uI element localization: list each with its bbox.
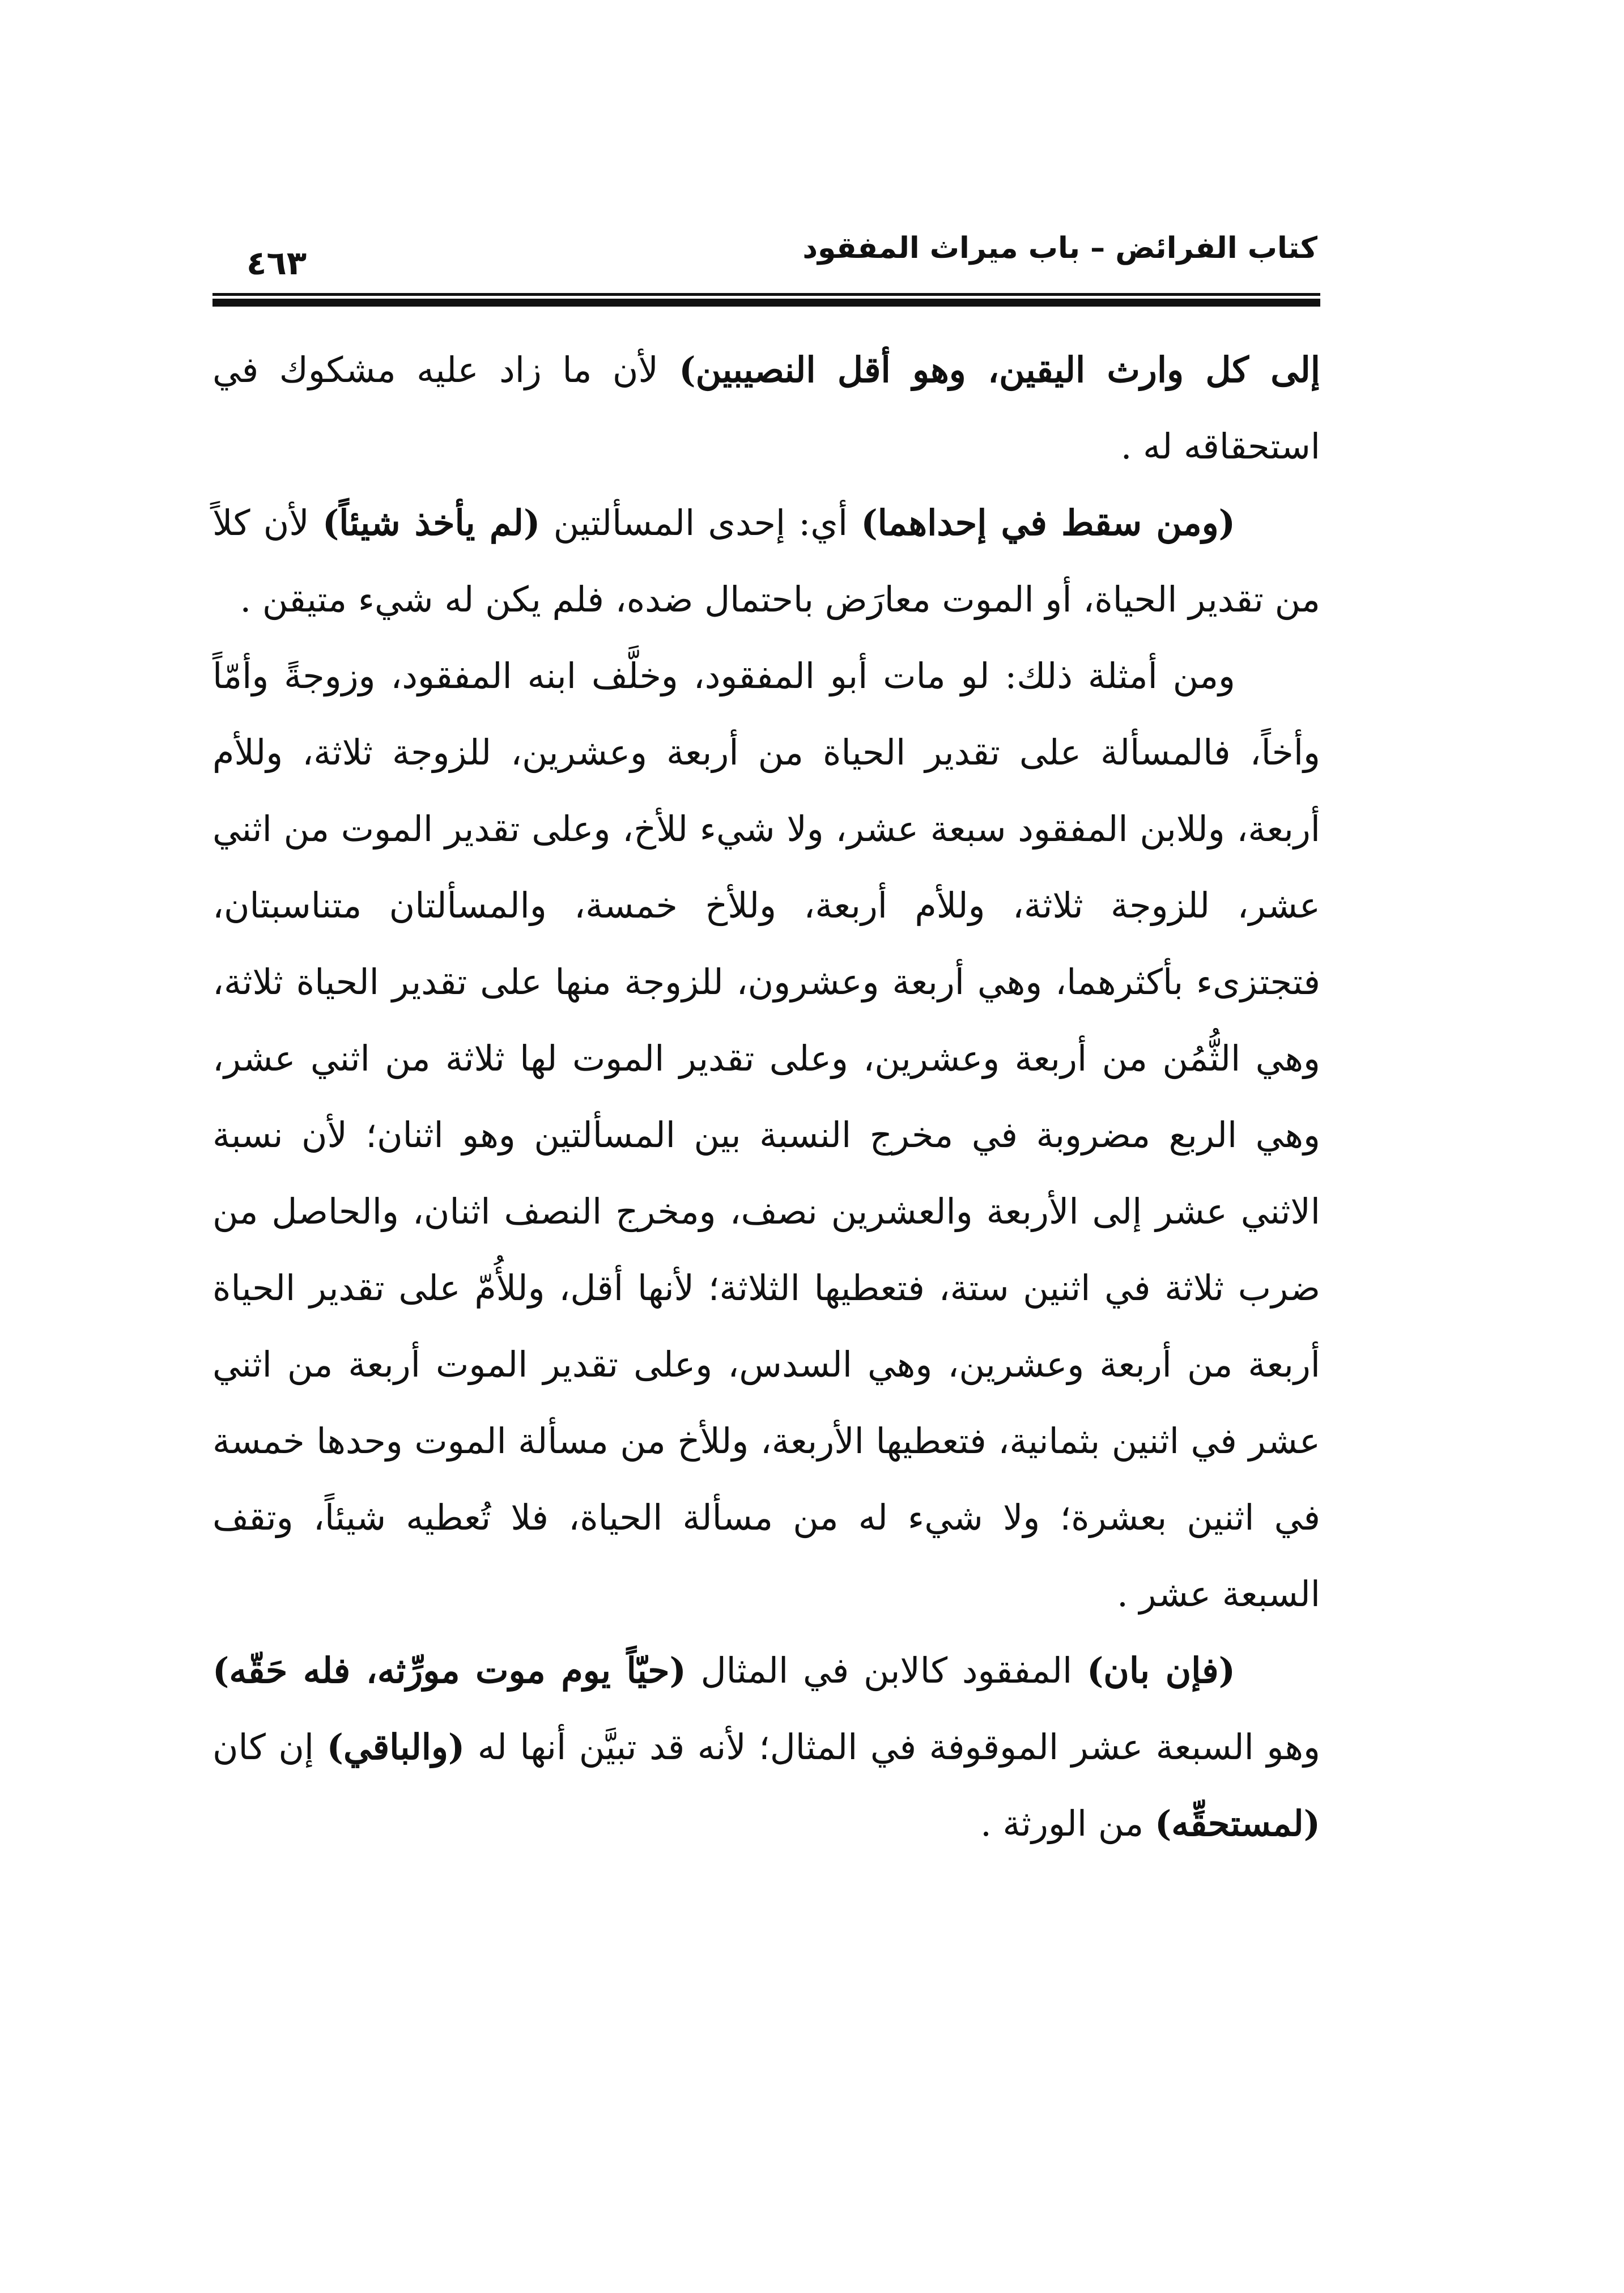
commentary-text: المفقود كالابن في المثال — [686, 1650, 1087, 1691]
matn-text: (حيّاً يوم موت مورِّثه، فله حَقّه) — [212, 1650, 686, 1691]
commentary-text: إن كان — [212, 1726, 327, 1768]
commentary-text: ومن أمثلة ذلك: لو مات أبو المفقود، وخلَّف ابنه المفقود، وزوجةً وأمّاً وأخاً، فالمسألة على تقدير الحياة من أربعة وعشرين، للزوجة ثلاثة، وللأم أربعة، وللابن المفقود سبعة عشر، ولا شيء للأخ، وعلى تقدير الموت من اثني عشر، للزوجة ثلاثة، وللأم أربعة، وللأخ خمسة، والمسألتان متناسبتان، فتجتزىء بأكثرهما، وهي أربعة وعشرون، للزوجة منها على تقدير الحياة ثلاثة، وهي الثُّمُن من أربعة وعشرين، وعلى تقدير الموت لها ثلاثة من اثني عشر، وهي الربع مضروبة في مخرج النسبة بين المسألتين وهو اثنان؛ لأن نسبة الاثني عشر إلى الأربعة والعشرين نصف، ومخرج النصف اثنان، والحاصل من ضرب ثلاثة في اثنين ستة، فتعطيها الثلاثة؛ لأنها أقل، وللأُمّ على تقدير الحياة أربعة من أربعة وعشرين، وهي السدس، وعلى تقدير الموت أربعة من اثني عشر في اثنين بثمانية، فتعطيها الأربعة، وللأخ من مسألة الموت وحدها خمسة في اثنين بعشرة؛ ولا شيء له من مسألة الحياة، فلا تُعطيه شيئاً، وتقف السبعة عشر . — [212, 655, 1320, 1615]
commentary-text: وهو السبعة عشر الموقوفة في المثال؛ لأنه قد تبيَّن أنها له — [465, 1726, 1320, 1768]
commentary-text: أي: إحدى المسألتين — [540, 502, 861, 543]
header-rule-thick — [212, 299, 1320, 307]
commentary-text: من الورثة . — [980, 1803, 1155, 1844]
matn-text: (لمستحقِّه) — [1154, 1803, 1320, 1844]
running-title: كتاب الفرائض – باب ميراث المفقود — [802, 231, 1317, 265]
matn-text: (ومن سقط في إحداهما) — [861, 502, 1235, 543]
paragraph-3 — [212, 638, 1320, 1632]
body-text — [212, 332, 1320, 1862]
matn-text: إلى كل وارث اليقين، وهو أقل النصيبين) — [679, 349, 1320, 390]
matn-text: (فإن بان) — [1086, 1650, 1235, 1691]
page-number: ٤٦٣ — [246, 244, 307, 282]
commentary-text: لأن كلاً من تقدير الحياة، أو الموت معارَض باحتمال ضده، فلم يكن له شيء متيقن . — [212, 502, 1320, 620]
matn-text: (والباقي) — [326, 1726, 465, 1768]
paragraph-4 — [212, 1632, 1320, 1862]
matn-text: (لم يأخذ شيئاً) — [322, 502, 541, 543]
commentary-text: لأن ما زاد عليه مشكوك في استحقاقه له . — [212, 349, 1320, 467]
paragraph-1 — [212, 332, 1320, 485]
paragraph-2 — [212, 485, 1320, 638]
header-rule-thin — [212, 293, 1320, 296]
running-header — [246, 227, 1317, 289]
